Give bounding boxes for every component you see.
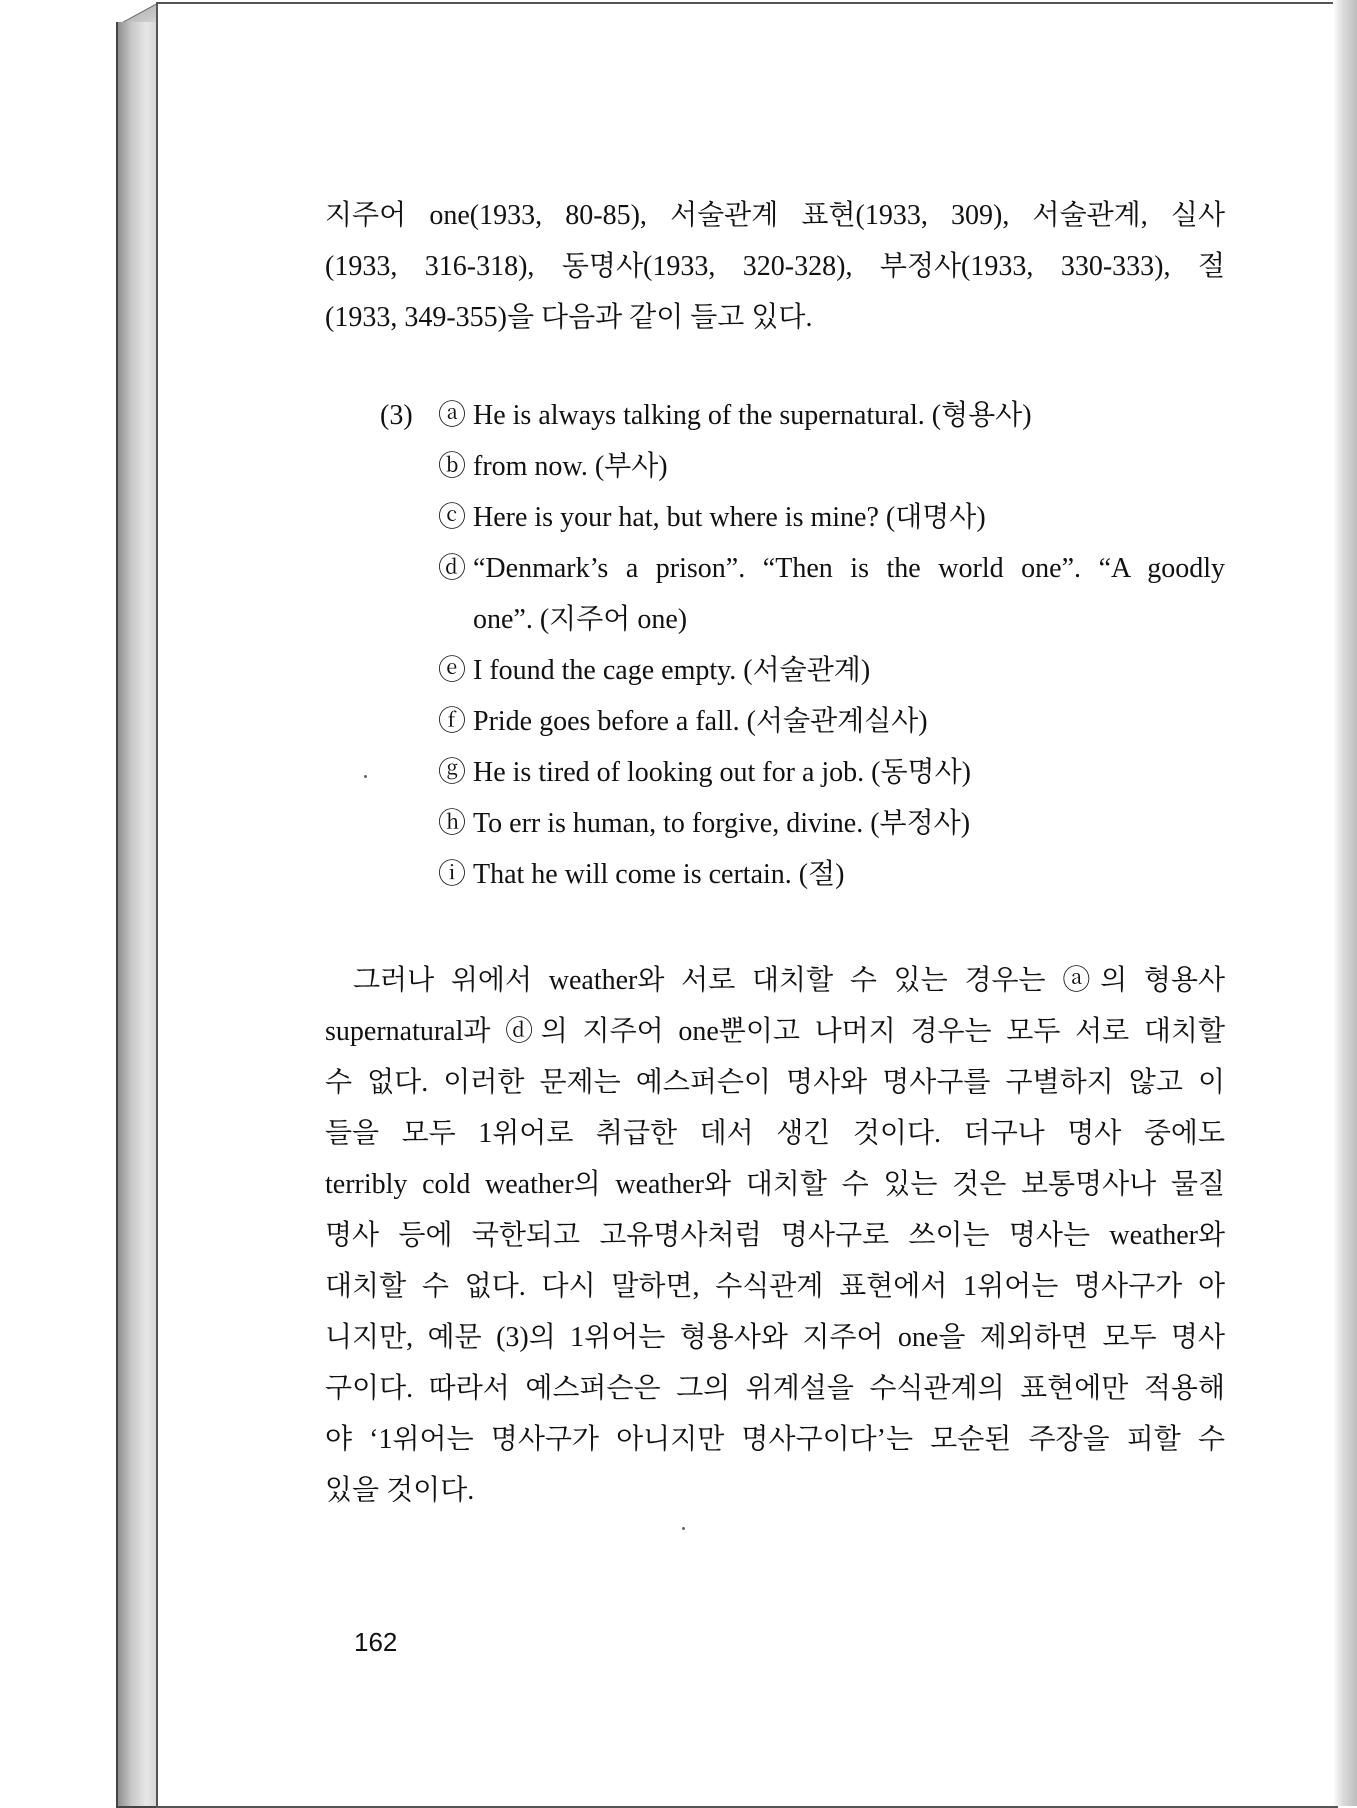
example-text: Pride goes before a fall. (서술관계실사) bbox=[473, 706, 928, 737]
example-text: He is always talking of the supernatural. (형용사) bbox=[473, 400, 1032, 431]
example-marker: ⓑ bbox=[438, 451, 467, 482]
example-list bbox=[380, 390, 1225, 900]
example-marker: ⓖ bbox=[438, 757, 467, 788]
example-text: I found the cage empty. (서술관계) bbox=[473, 655, 871, 686]
example-item-continuation bbox=[380, 594, 1225, 645]
paragraph-line: 구이다. 따라서 예스퍼슨은 그의 위계설을 수식관계의 표현에만 적용해 bbox=[325, 1373, 1225, 1404]
paragraph-line: 니지만, 예문 (3)의 1위어는 형용사와 지주어 one을 제외하면 모두 명사 bbox=[325, 1322, 1225, 1353]
page-number: 162 bbox=[354, 1627, 398, 1657]
example-marker: ⓕ bbox=[438, 706, 467, 737]
example-text: from now. (부사) bbox=[473, 451, 668, 482]
paragraph-2 bbox=[325, 955, 1225, 1516]
paragraph-line: 있을 것이다. bbox=[325, 1475, 475, 1506]
print-speck bbox=[682, 1527, 685, 1530]
example-marker: ⓐ bbox=[438, 400, 467, 431]
print-speck bbox=[364, 775, 367, 778]
book-spine bbox=[116, 22, 158, 1808]
example-text: That he will come is certain. (절) bbox=[473, 859, 845, 890]
example-item bbox=[380, 696, 1225, 747]
example-item bbox=[380, 390, 1225, 441]
paragraph-1 bbox=[325, 190, 1225, 343]
example-text: He is tired of looking out for a job. (동명사) bbox=[473, 757, 971, 788]
paragraph-line: 그러나 위에서 weather와 서로 대치할 수 있는 경우는 ⓐ의 형용사 bbox=[353, 965, 1225, 996]
example-item bbox=[380, 747, 1225, 798]
example-marker: ⓓ bbox=[438, 553, 467, 584]
paragraph-line: 명사 등에 국한되고 고유명사처럼 명사구로 쓰이는 명사는 weather와 bbox=[325, 1220, 1225, 1251]
paragraph-line: 야 ‘1위어는 명사구가 아니지만 명사구이다’는 모순된 주장을 피할 수 bbox=[325, 1424, 1225, 1455]
example-text-continuation: one”. (지주어 one) bbox=[473, 604, 688, 635]
paragraph-line: (1933, 349-355)을 다음과 같이 들고 있다. bbox=[325, 302, 813, 333]
example-item bbox=[380, 645, 1225, 696]
example-item bbox=[380, 798, 1225, 849]
example-marker: ⓗ bbox=[438, 808, 467, 839]
example-text: “Denmark’s a prison”. “Then is the world one”. “A goodly bbox=[473, 553, 1225, 584]
example-item bbox=[380, 441, 1225, 492]
example-number: (3) bbox=[380, 400, 413, 431]
paragraph-line: 수 없다. 이러한 문제는 예스퍼슨이 명사와 명사구를 구별하지 않고 이 bbox=[325, 1067, 1225, 1098]
paragraph-line: (1933, 316-318), 동명사(1933, 320-328), 부정사(1933, 330-333), 절 bbox=[325, 251, 1225, 282]
example-marker: ⓒ bbox=[438, 502, 467, 533]
example-item bbox=[380, 849, 1225, 900]
paragraph-line: terribly cold weather의 weather와 대치할 수 있는 것은 보통명사나 물질 bbox=[325, 1169, 1225, 1200]
page-edge-shadow bbox=[1333, 0, 1357, 1806]
example-item bbox=[380, 543, 1225, 594]
paragraph-line: 들을 모두 1위어로 취급한 데서 생긴 것이다. 더구나 명사 중에도 bbox=[325, 1118, 1225, 1149]
example-text: Here is your hat, but where is mine? (대명사) bbox=[473, 502, 986, 533]
example-text: To err is human, to forgive, divine. (부정사) bbox=[473, 808, 971, 839]
example-marker: ⓘ bbox=[438, 859, 467, 890]
paragraph-line: 지주어 one(1933, 80-85), 서술관계 표현(1933, 309), 서술관계, 실사 bbox=[325, 200, 1225, 231]
example-item bbox=[380, 492, 1225, 543]
paragraph-line: 대치할 수 없다. 다시 말하면, 수식관계 표현에서 1위어는 명사구가 아 bbox=[325, 1271, 1225, 1302]
example-marker: ⓔ bbox=[438, 655, 467, 686]
paragraph-line: supernatural과 ⓓ의 지주어 one뿐이고 나머지 경우는 모두 서로 대치할 bbox=[325, 1016, 1225, 1047]
